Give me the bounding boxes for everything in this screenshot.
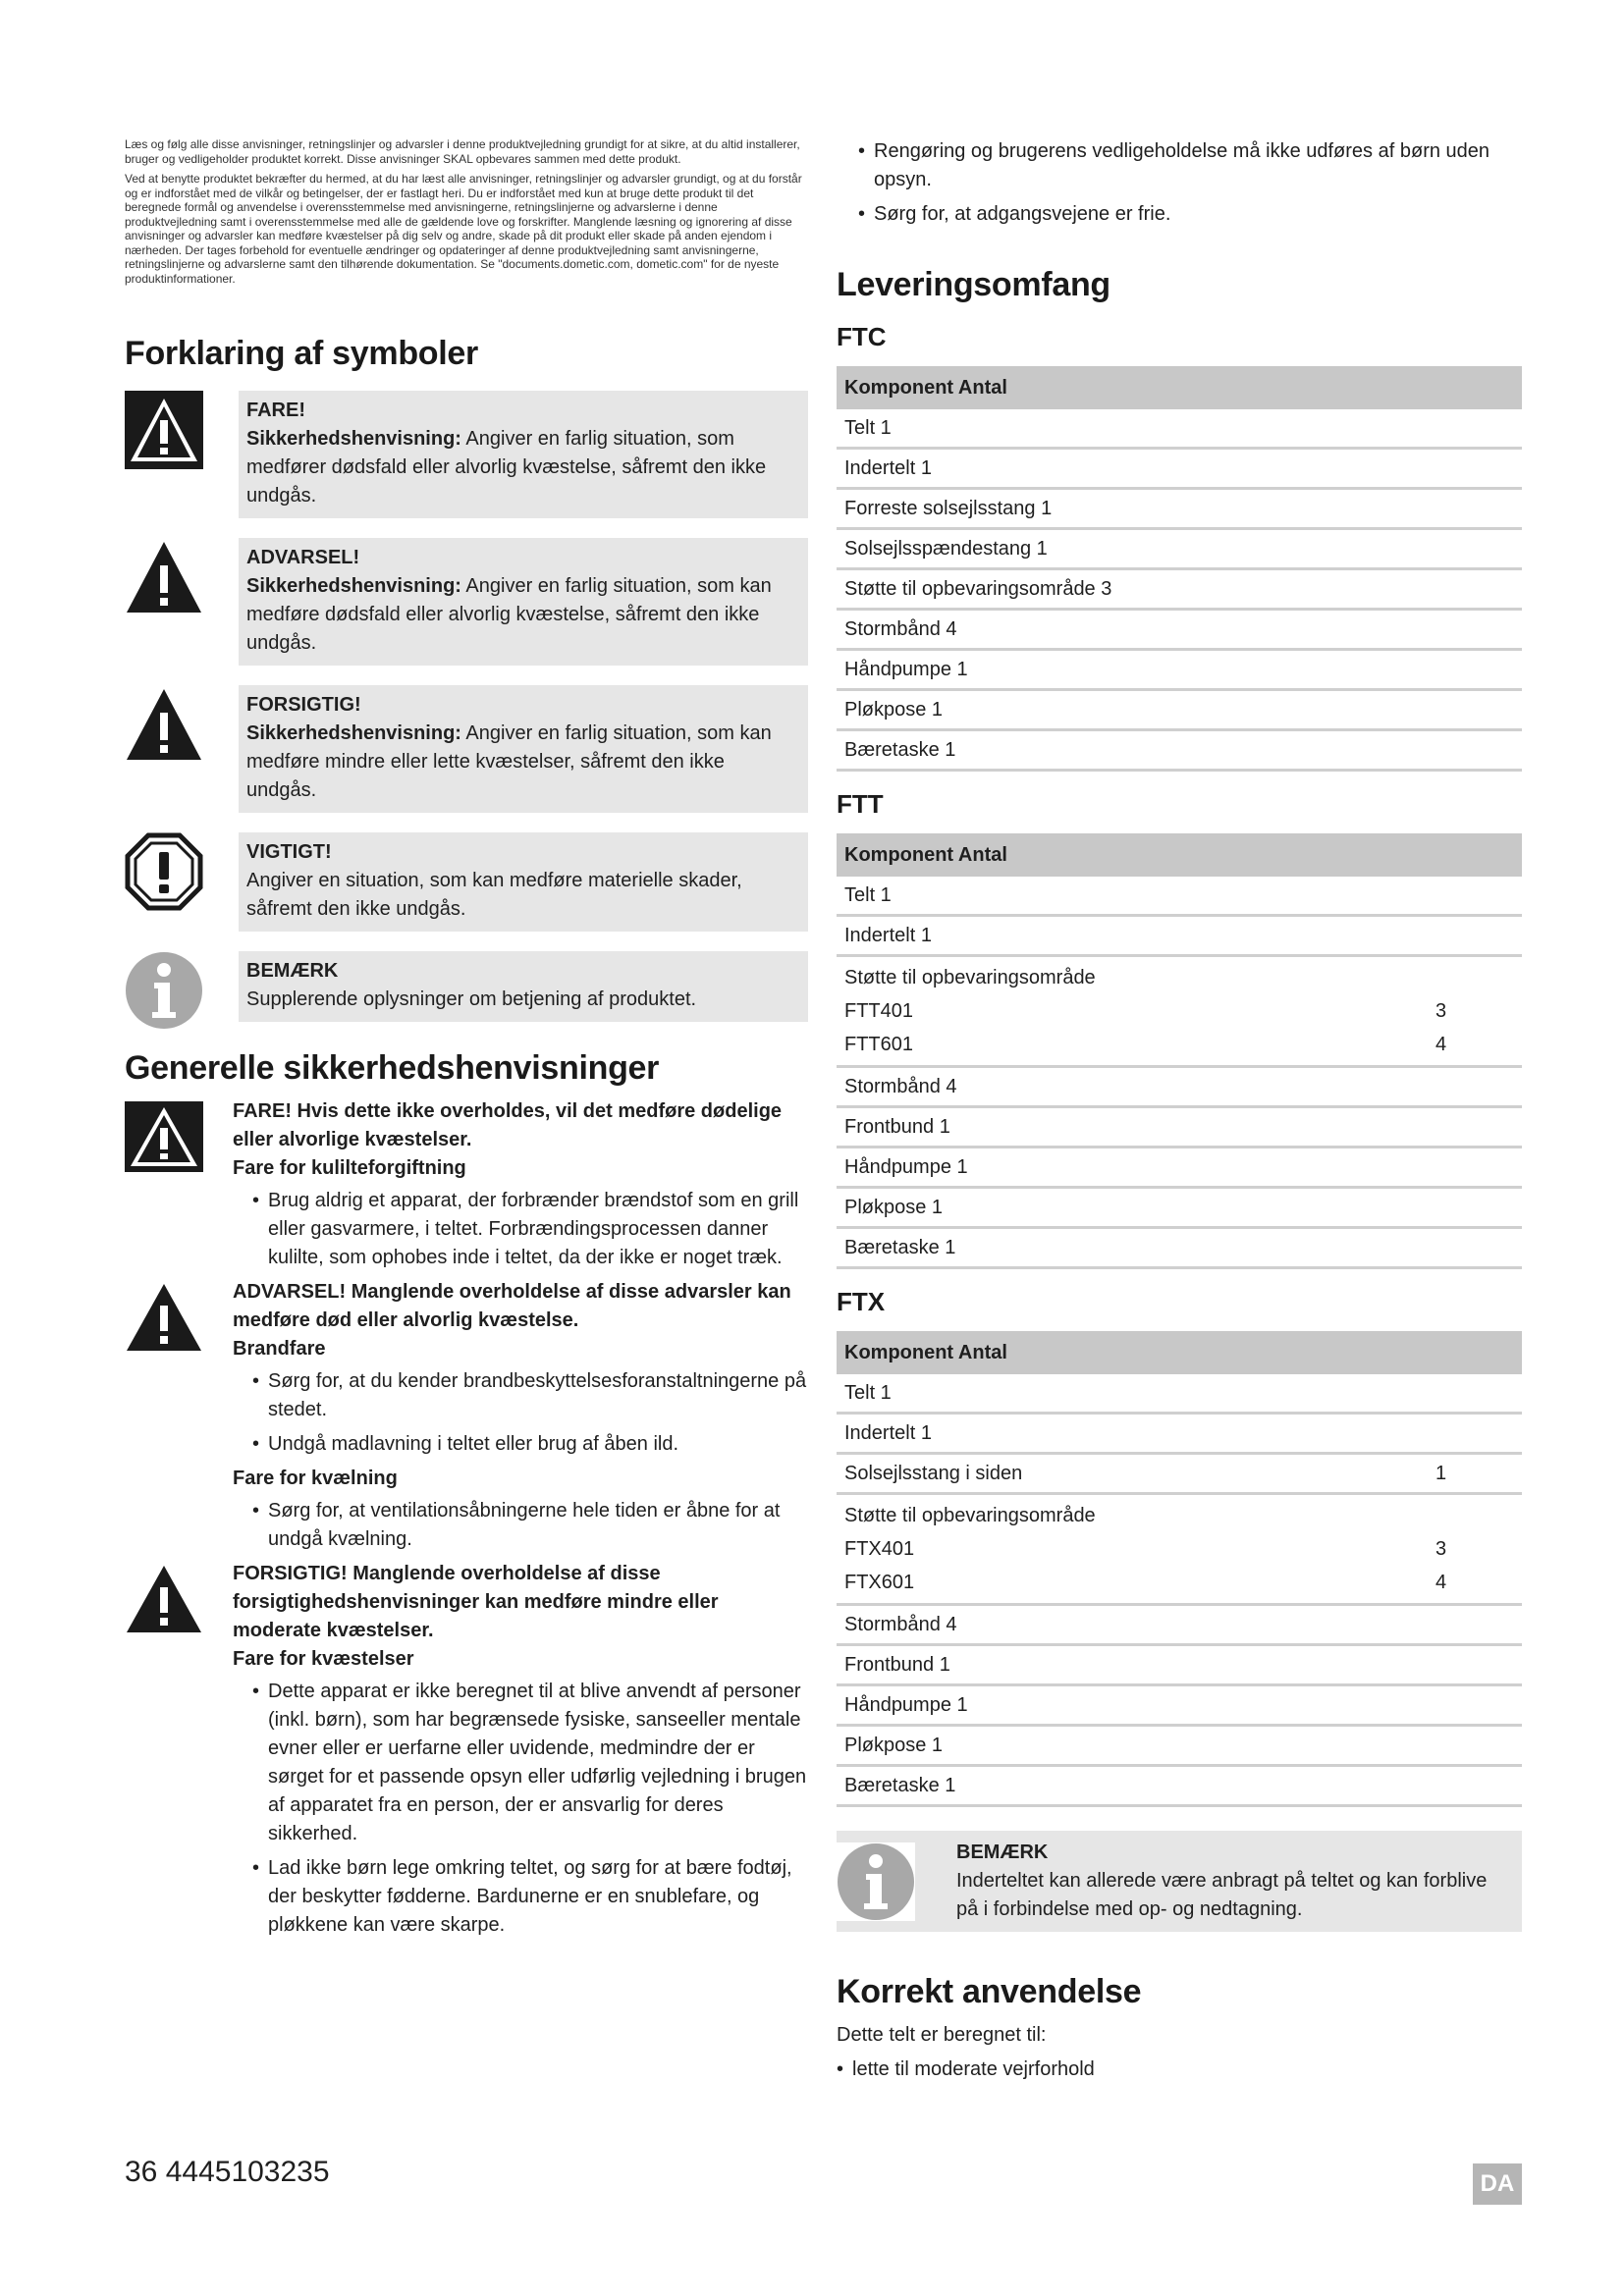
delivery-note — [837, 1831, 1522, 1932]
table-cell: Bæretaske 1 — [837, 1228, 1522, 1268]
table-cell: Solsejlsstang i siden — [837, 1454, 1435, 1494]
table-cell: Telt 1 — [837, 1374, 1522, 1414]
page-number: 36 4445103235 — [125, 2156, 330, 2188]
table-cell: Støtte til opbevaringsområde 3 — [837, 569, 1522, 610]
table-header: Komponent Antal — [837, 833, 1522, 877]
danger-warning-icon — [125, 1101, 203, 1172]
danger-subheading: Fare for kulilteforgiftning — [233, 1157, 466, 1179]
symbol-keyword: FORSIGTIG! — [246, 694, 361, 716]
symbol-lead: Sikkerhedshenvisning: — [246, 722, 461, 744]
table-row — [837, 1685, 1522, 1726]
list-item: • Lad ikke børn lege omkring teltet, og sørg for at bære fodtøj, der beskytter fødderne. Bardunerne er en snublefare, og pløkkene kan være skarpe. — [233, 1854, 808, 1940]
symbol-note — [125, 951, 808, 1030]
left-column — [125, 137, 808, 1946]
table-cell: Telt 1 — [837, 877, 1522, 916]
table-row — [837, 489, 1522, 529]
symbol-keyword: ADVARSEL! — [246, 547, 360, 568]
table-row — [837, 1454, 1522, 1494]
intro-paragraph-2: Ved at benytte produktet bekræfter du hermed, at du har læst alle anvisninger, retningslinjer og advarsler grundigt, og at du forstår og er indforstået med de vilkår og betingelser, der er fastlagt heri. Du er indforstået med kun at bruge dette produkt til det beregnede formål og anvendelse i overensstemmelse med anvisningerne, retningslinjerne og advarslerne i denne produktvejledning samt i overensstemmelse med alle de gældende love og forskrifter. Manglende læsning og ignorering af disse anvisninger og advarsler kan medføre kvæstelser på dig selv og andre, skade på dit produkt eller skade på anden ejendom i nærheden. Der tages forbehold for eventuelle ændringer og opdateringer af denne produktvejledning samt anvisningerne, retningslinjerne og advarslerne samt den tilhørende dokumentation. Se "documents.dometic.com, dometic.com" for de nyeste produktinformationer. — [125, 172, 802, 286]
note-body: Inderteltet kan allerede være anbragt på teltet og kan forblive på i forbindelse med op- og nedtagning. — [956, 1870, 1488, 1920]
list-item: • Sørg for, at du kender brandbeskyttelsesforanstaltningerne på stedet. — [233, 1367, 808, 1424]
note-text — [947, 1835, 1522, 1928]
symbol-caution-box — [239, 685, 808, 813]
intro-paragraph-1: Læs og følg alle disse anvisninger, retningslinjer og advarsler i denne produktvejledning grundigt for at sikre, at du altid installerer, bruger og vedligeholder produktet korrekt. Disse anvisninger SKAL opbevares sammen med dette produkt. — [125, 137, 800, 166]
table-cell — [837, 956, 1435, 1067]
intro-text — [125, 137, 808, 286]
fire-hazard-subheading: Brandfare — [233, 1338, 326, 1360]
table-cell: Telt 1 — [837, 409, 1522, 449]
table-cell — [837, 1494, 1435, 1605]
quantity: 3 — [1435, 1538, 1447, 1560]
table-cell: Pløkpose 1 — [837, 1188, 1522, 1228]
symbol-danger-box — [239, 391, 808, 518]
table-row — [837, 409, 1522, 449]
table-cell: Indertelt 1 — [837, 449, 1522, 489]
danger-warning-icon — [125, 391, 203, 469]
symbol-warning — [125, 538, 808, 666]
table-cell: Forreste solsejlsstang 1 — [837, 489, 1522, 529]
symbol-text: Angiver en farlig situation, som kan medføre dødsfald eller alvorlig kvæstelse, såfremt den ikke undgås. — [246, 575, 772, 654]
model-ftx-heading: FTX — [837, 1287, 886, 1316]
general-warning — [125, 1278, 808, 1560]
table-row — [837, 1374, 1522, 1414]
symbol-lead: Sikkerhedshenvisning: — [246, 428, 461, 450]
language-badge: DA — [1473, 2163, 1522, 2205]
table-row — [837, 1645, 1522, 1685]
warning-triangle-icon — [125, 538, 203, 616]
list-item: • lette til moderate vejrforhold — [837, 2056, 1522, 2084]
table-row — [837, 730, 1522, 771]
table-row — [837, 569, 1522, 610]
correct-use-intro: Dette telt er beregnet til: — [837, 2024, 1047, 2046]
list-item: • Undgå madlavning i teltet eller brug af åben ild. — [233, 1430, 808, 1459]
table-cell: Frontbund 1 — [837, 1107, 1522, 1148]
table-row — [837, 1107, 1522, 1148]
quantity: 4 — [1435, 1572, 1447, 1593]
general-caution — [125, 1560, 808, 1946]
ftt-table — [837, 833, 1522, 1269]
symbol-keyword: FARE! — [246, 400, 305, 421]
symbol-note-box — [239, 951, 808, 1022]
correct-use-title: Korrekt anvendelse — [837, 1973, 1142, 2010]
table-row — [837, 1228, 1522, 1268]
model-variant: FTX601 — [844, 1572, 915, 1593]
table-cell — [1435, 956, 1522, 1067]
important-octagon-icon — [125, 832, 203, 911]
continued-bullets — [837, 137, 1522, 229]
table-cell: Stormbånd 4 — [837, 610, 1522, 650]
caution-triangle-icon — [125, 1564, 203, 1634]
table-row — [837, 1148, 1522, 1188]
table-cell — [1435, 1494, 1522, 1605]
table-cell: Håndpumpe 1 — [837, 650, 1522, 690]
symbols-title: Forklaring af symboler — [125, 335, 478, 372]
general-danger-text — [233, 1097, 808, 1278]
table-row — [837, 1414, 1522, 1454]
table-row — [837, 610, 1522, 650]
table-header: Komponent Antal — [837, 366, 1522, 409]
table-row — [837, 529, 1522, 569]
table-row — [837, 877, 1522, 916]
model-variant: FTT401 — [844, 1000, 914, 1022]
ftx-table — [837, 1331, 1522, 1807]
quantity: 4 — [1435, 1034, 1447, 1055]
table-row — [837, 916, 1522, 956]
symbol-caution — [125, 685, 808, 813]
table-row — [837, 956, 1522, 1067]
model-ftt-heading: FTT — [837, 789, 884, 819]
symbol-warning-box — [239, 538, 808, 666]
symbol-keyword: BEMÆRK — [246, 960, 339, 982]
caution-triangle-icon — [125, 685, 203, 764]
table-row — [837, 1726, 1522, 1766]
list-item: • Sørg for, at ventilationsåbningerne hele tiden er åbne for at undgå kvælning. — [233, 1497, 808, 1554]
table-row — [837, 650, 1522, 690]
quantity: 1 — [1435, 1454, 1522, 1494]
general-warning-text — [233, 1278, 808, 1560]
table-cell: Stormbånd 4 — [837, 1605, 1522, 1645]
general-safety-title: Generelle sikkerhedshenvisninger — [125, 1049, 660, 1087]
suffocation-subheading: Fare for kvælning — [233, 1468, 398, 1489]
storage-support-label: Støtte til opbevaringsområde — [844, 1505, 1096, 1526]
table-cell: Indertelt 1 — [837, 1414, 1522, 1454]
symbol-important — [125, 832, 808, 932]
general-danger — [125, 1097, 808, 1278]
note-keyword: BEMÆRK — [956, 1842, 1049, 1863]
table-cell: Indertelt 1 — [837, 916, 1522, 956]
symbol-lead: Sikkerhedshenvisning: — [246, 575, 461, 597]
table-cell: Solsejlsspændestang 1 — [837, 529, 1522, 569]
table-row — [837, 690, 1522, 730]
list-item: • Brug aldrig et apparat, der forbrænder brændstof som en grill eller gasvarmere, i teltet. Forbrændingsprocessen danner kulilte, som ophobes inde i teltet, da der ikke er noget træk. — [233, 1187, 808, 1272]
table-cell: Bæretaske 1 — [837, 730, 1522, 771]
list-item: • Sørg for, at adgangsvejene er frie. — [837, 200, 1522, 229]
table-cell: Bæretaske 1 — [837, 1766, 1522, 1806]
model-variant: FTX401 — [844, 1538, 915, 1560]
table-row — [837, 449, 1522, 489]
right-column — [837, 137, 1522, 2090]
symbol-danger — [125, 391, 808, 518]
table-row — [837, 1188, 1522, 1228]
table-row — [837, 1494, 1522, 1605]
table-cell: Håndpumpe 1 — [837, 1148, 1522, 1188]
model-variant: FTT601 — [844, 1034, 914, 1055]
info-icon — [125, 951, 203, 1030]
table-cell: Pløkpose 1 — [837, 1726, 1522, 1766]
table-cell: Pløkpose 1 — [837, 690, 1522, 730]
quantity: 3 — [1435, 1000, 1447, 1022]
model-ftc-heading: FTC — [837, 322, 887, 351]
delivery-title: Leveringsomfang — [837, 266, 1110, 303]
table-row — [837, 1766, 1522, 1806]
table-row — [837, 1605, 1522, 1645]
symbol-important-box — [239, 832, 808, 932]
storage-support-label: Støtte til opbevaringsområde — [844, 967, 1096, 988]
symbol-text: Angiver en situation, som kan medføre materielle skader, såfremt den ikke undgås. — [246, 870, 742, 920]
table-cell: Håndpumpe 1 — [837, 1685, 1522, 1726]
table-cell: Frontbund 1 — [837, 1645, 1522, 1685]
symbol-text: Angiver en farlig situation, som medfører dødsfald eller alvorlig kvæstelse, såfremt den ikke undgås. — [246, 428, 767, 507]
general-caution-text — [233, 1560, 808, 1946]
list-item: • Dette apparat er ikke beregnet til at blive anvendt af personer (inkl. børn), som har begrænsede fysiske, sanseeller mentale evner eller er uerfarne eller uvidende, medmindre der er sørget for et passende opsyn eller udførlig vejledning i brugen af apparatet fra en person, der er ansvarlig for deres sikkerhed. — [233, 1678, 808, 1848]
info-icon — [837, 1842, 915, 1921]
symbol-keyword: VIGTIGT! — [246, 841, 332, 863]
list-item: • Rengøring og brugerens vedligeholdelse må ikke udføres af børn uden opsyn. — [837, 137, 1522, 194]
symbol-text: Supplerende oplysninger om betjening af produktet. — [246, 988, 697, 1010]
warning-heading: ADVARSEL! Manglende overholdelse af disse advarsler kan medføre død eller alvorlig kvæstelse. — [233, 1281, 791, 1331]
caution-heading: FORSIGTIG! Manglende overholdelse af disse forsigtighedshenvisninger kan medføre mindre eller moderate kvæstelser. — [233, 1563, 719, 1641]
table-cell: Stormbånd 4 — [837, 1067, 1522, 1107]
danger-heading: FARE! Hvis dette ikke overholdes, vil det medføre dødelige eller alvorlige kvæstelser. — [233, 1100, 783, 1150]
symbol-text: Angiver en farlig situation, som kan medføre mindre eller lette kvæstelser, såfremt den ikke undgås. — [246, 722, 772, 801]
warning-triangle-icon — [125, 1282, 203, 1353]
table-header: Komponent Antal — [837, 1331, 1522, 1374]
ftc-table — [837, 366, 1522, 772]
injury-subheading: Fare for kvæstelser — [233, 1648, 414, 1670]
table-row — [837, 1067, 1522, 1107]
